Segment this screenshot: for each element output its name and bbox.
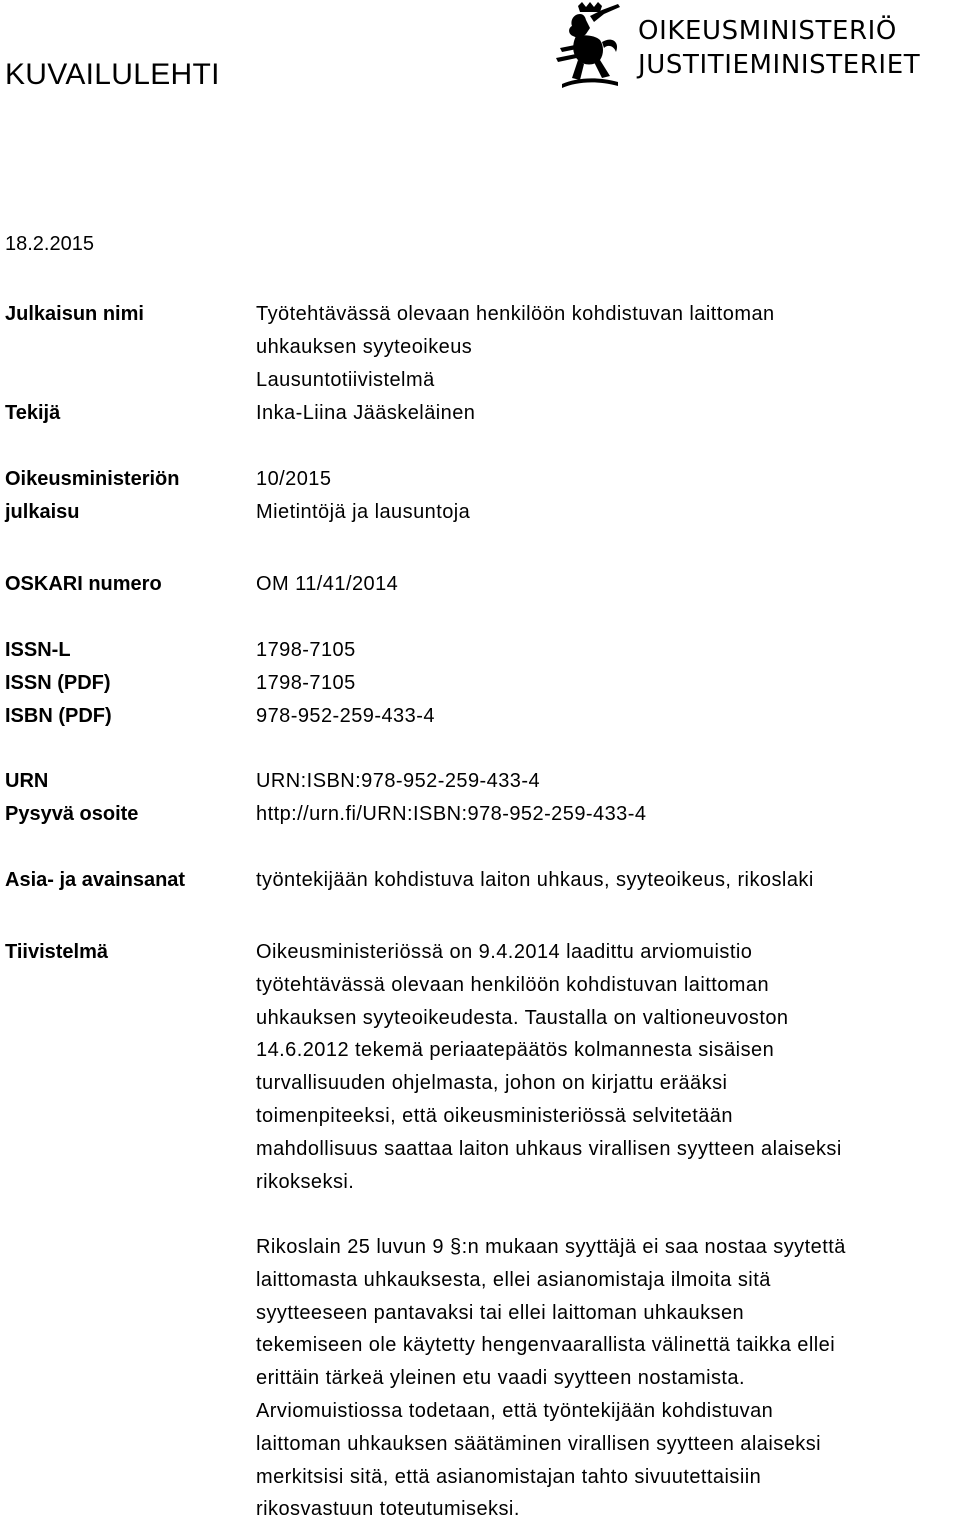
label-issn-l: ISSN-L	[5, 639, 71, 661]
value-issn-pdf: 1798-7105	[256, 672, 356, 694]
label-ministry-publication-line1: Oikeusministeriön	[5, 468, 180, 490]
abstract-p1-line: toimenpiteeksi, että oikeusministeriössä selvitetään	[256, 1104, 733, 1127]
abstract-p2-line: tekemiseen ole käytetty hengenvaarallista välinettä taikka ellei	[256, 1334, 836, 1357]
value-keywords: työntekijään kohdistuva laiton uhkaus, syyteoikeus, rikoslaki	[256, 869, 814, 891]
abstract-p2-line: laittoman uhkauksen säätäminen virallisen syytteen alaiseksi	[256, 1432, 822, 1455]
abstract-p1-line: 14.6.2012 tekemä periaatepäätös kolmannesta sisäisen	[256, 1039, 775, 1062]
value-publication-name-line3: Lausuntotiivistelmä	[256, 369, 435, 391]
value-oskari-number: OM 11/41/2014	[256, 573, 399, 595]
abstract-p2-line: Arviomuistiossa todetaan, että työntekijään kohdistuvan	[256, 1399, 774, 1422]
logo-line-swedish: JUSTITIEMINISTERIET	[638, 50, 921, 80]
label-oskari-number: OSKARI numero	[5, 573, 162, 595]
label-author: Tekijä	[5, 402, 61, 424]
lion-coat-of-arms-icon	[556, 2, 626, 88]
label-permanent-address: Pysyvä osoite	[5, 803, 139, 825]
abstract-p2-line: syytteeseen pantavaksi tai ellei laittoman uhkauksen	[256, 1301, 745, 1324]
document-date: 18.2.2015	[5, 233, 94, 255]
label-urn: URN	[5, 770, 49, 792]
abstract-p1-line: työtehtävässä olevaan henkilöön kohdistuvan laittoman	[256, 973, 770, 996]
abstract-p1-line: mahdollisuus saattaa laiton uhkaus virallisen syytteen alaiseksi	[256, 1137, 842, 1160]
abstract-p2-line: merkitsisi sitä, että asianomistajan tahto sivuutettaisiin	[256, 1465, 762, 1488]
document-title: KUVAILULEHTI	[5, 58, 220, 91]
value-issn-l: 1798-7105	[256, 639, 356, 661]
value-author: Inka-Liina Jääskeläinen	[256, 402, 476, 424]
value-permanent-address: http://urn.fi/URN:ISBN:978-952-259-433-4	[256, 803, 647, 825]
abstract-p1-line: Oikeusministeriössä on 9.4.2014 laadittu arviomuistio	[256, 941, 753, 963]
logo-line-finnish: OIKEUSMINISTERIÖ	[638, 16, 897, 46]
abstract-paragraph-1	[256, 936, 956, 1198]
abstract-p1-line: uhkauksen syyteoikeudesta. Taustalla on valtioneuvoston	[256, 1006, 789, 1029]
ministry-logo	[556, 2, 960, 88]
value-urn: URN:ISBN:978-952-259-433-4	[256, 770, 541, 792]
value-publication-number: 10/2015	[256, 468, 332, 490]
abstract-p2-line: laittomasta uhkauksesta, ellei asianomistaja ilmoita sitä	[256, 1268, 771, 1291]
value-publication-name-line2: uhkauksen syyteoikeus	[256, 336, 473, 358]
abstract-p2-line: rikosvastuun toteutumiseksi.	[256, 1498, 520, 1521]
label-publication-name: Julkaisun nimi	[5, 303, 144, 325]
value-publication-name-line1: Työtehtävässä olevaan henkilöön kohdistuvan laittoman	[256, 303, 775, 325]
abstract-p2-line: Rikoslain 25 luvun 9 §:n mukaan syyttäjä ei saa nostaa syytettä	[256, 1236, 846, 1258]
label-isbn-pdf: ISBN (PDF)	[5, 705, 112, 727]
abstract-p1-line: rikokseksi.	[256, 1170, 355, 1193]
label-ministry-publication-line2: julkaisu	[5, 501, 80, 523]
value-publication-series: Mietintöjä ja lausuntoja	[256, 501, 471, 523]
label-issn-pdf: ISSN (PDF)	[5, 672, 111, 694]
abstract-p2-line: erittäin tärkeä yleinen etu vaadi syytteen nostamista.	[256, 1367, 745, 1390]
label-abstract: Tiivistelmä	[5, 941, 109, 963]
abstract-paragraph-2	[256, 1231, 956, 1526]
label-keywords: Asia- ja avainsanat	[5, 869, 186, 891]
value-isbn-pdf: 978-952-259-433-4	[256, 705, 435, 727]
abstract-p1-line: turvallisuuden ohjelmasta, johon on kirjattu erääksi	[256, 1072, 728, 1095]
